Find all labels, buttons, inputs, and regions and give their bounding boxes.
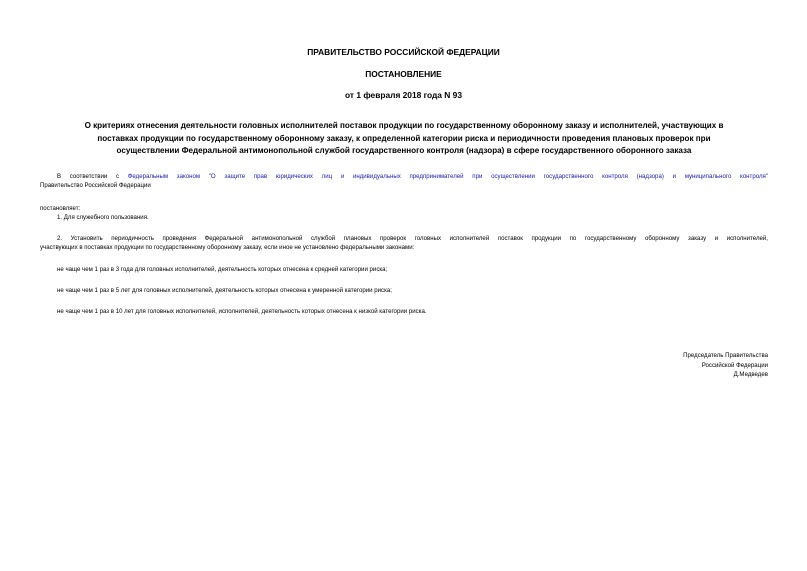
list-item: не чаще чем 1 раз в 3 года для головных исполнителей, деятельность которых отнесена к средней категории риска;	[57, 266, 388, 273]
list-item: не чаще чем 1 раз в 5 лет для головных исполнителей, деятельность которых отнесена к умеренной категории риска;	[57, 287, 392, 294]
signature-block	[683, 351, 768, 380]
list-item: не чаще чем 1 раз в 10 лет для головных исполнителей, исполнителей, деятельность которых отнесена к низкой категории риска.	[57, 308, 427, 315]
title-line: осуществлении Федеральной антимонопольной службой государственного контроля (надзора) в сфере государственного оборонного заказа	[116, 146, 692, 155]
item-1: 1. Для служебного пользования.	[57, 214, 149, 221]
document-kind: ПОСТАНОВЛЕНИЕ	[365, 69, 442, 79]
intro-prefix: В соответствии с	[57, 173, 128, 180]
federal-law-link[interactable]: Федеральным законом "О защите прав юридических лиц и индивидуальных предпринимателей при осуществлении государственного контроля (надзора) и муниципального контроля"	[127, 173, 769, 180]
intro-paragraph	[57, 173, 768, 182]
item-2-line-2: участвующих в поставках продукции по государственному оборонному заказу, если иное не установлено федеральными законами:	[40, 244, 415, 251]
signature-country: Российской Федерации	[701, 361, 768, 369]
decree-word: постановляет:	[40, 205, 81, 212]
signature-name: Д.Медведев	[733, 371, 768, 379]
title-line: поставках продукции по государственному оборонному заказу, к определенной категории риска и периодичности проведения плановых проверок при	[97, 133, 711, 143]
document-title	[48, 120, 760, 158]
intro-suffix: Правительство Российской Федерации	[40, 182, 151, 189]
item-2-line-1: 2. Установить периодичность проведения Федеральной антимонопольной службой плановых проверок головных исполнителей поставок продукции по государственному оборонному заказу и исполнителей,	[57, 235, 768, 242]
title-line: О критериях отнесения деятельности головных исполнителей поставок продукции по государственному оборонному заказу и исполнителей, участвующих в	[84, 121, 724, 130]
government-heading: ПРАВИТЕЛЬСТВО РОССИЙСКОЙ ФЕДЕРАЦИИ	[307, 47, 500, 57]
signature-title: Председатель Правительства	[683, 352, 768, 359]
document-date-number: от 1 февраля 2018 года N 93	[345, 90, 462, 100]
